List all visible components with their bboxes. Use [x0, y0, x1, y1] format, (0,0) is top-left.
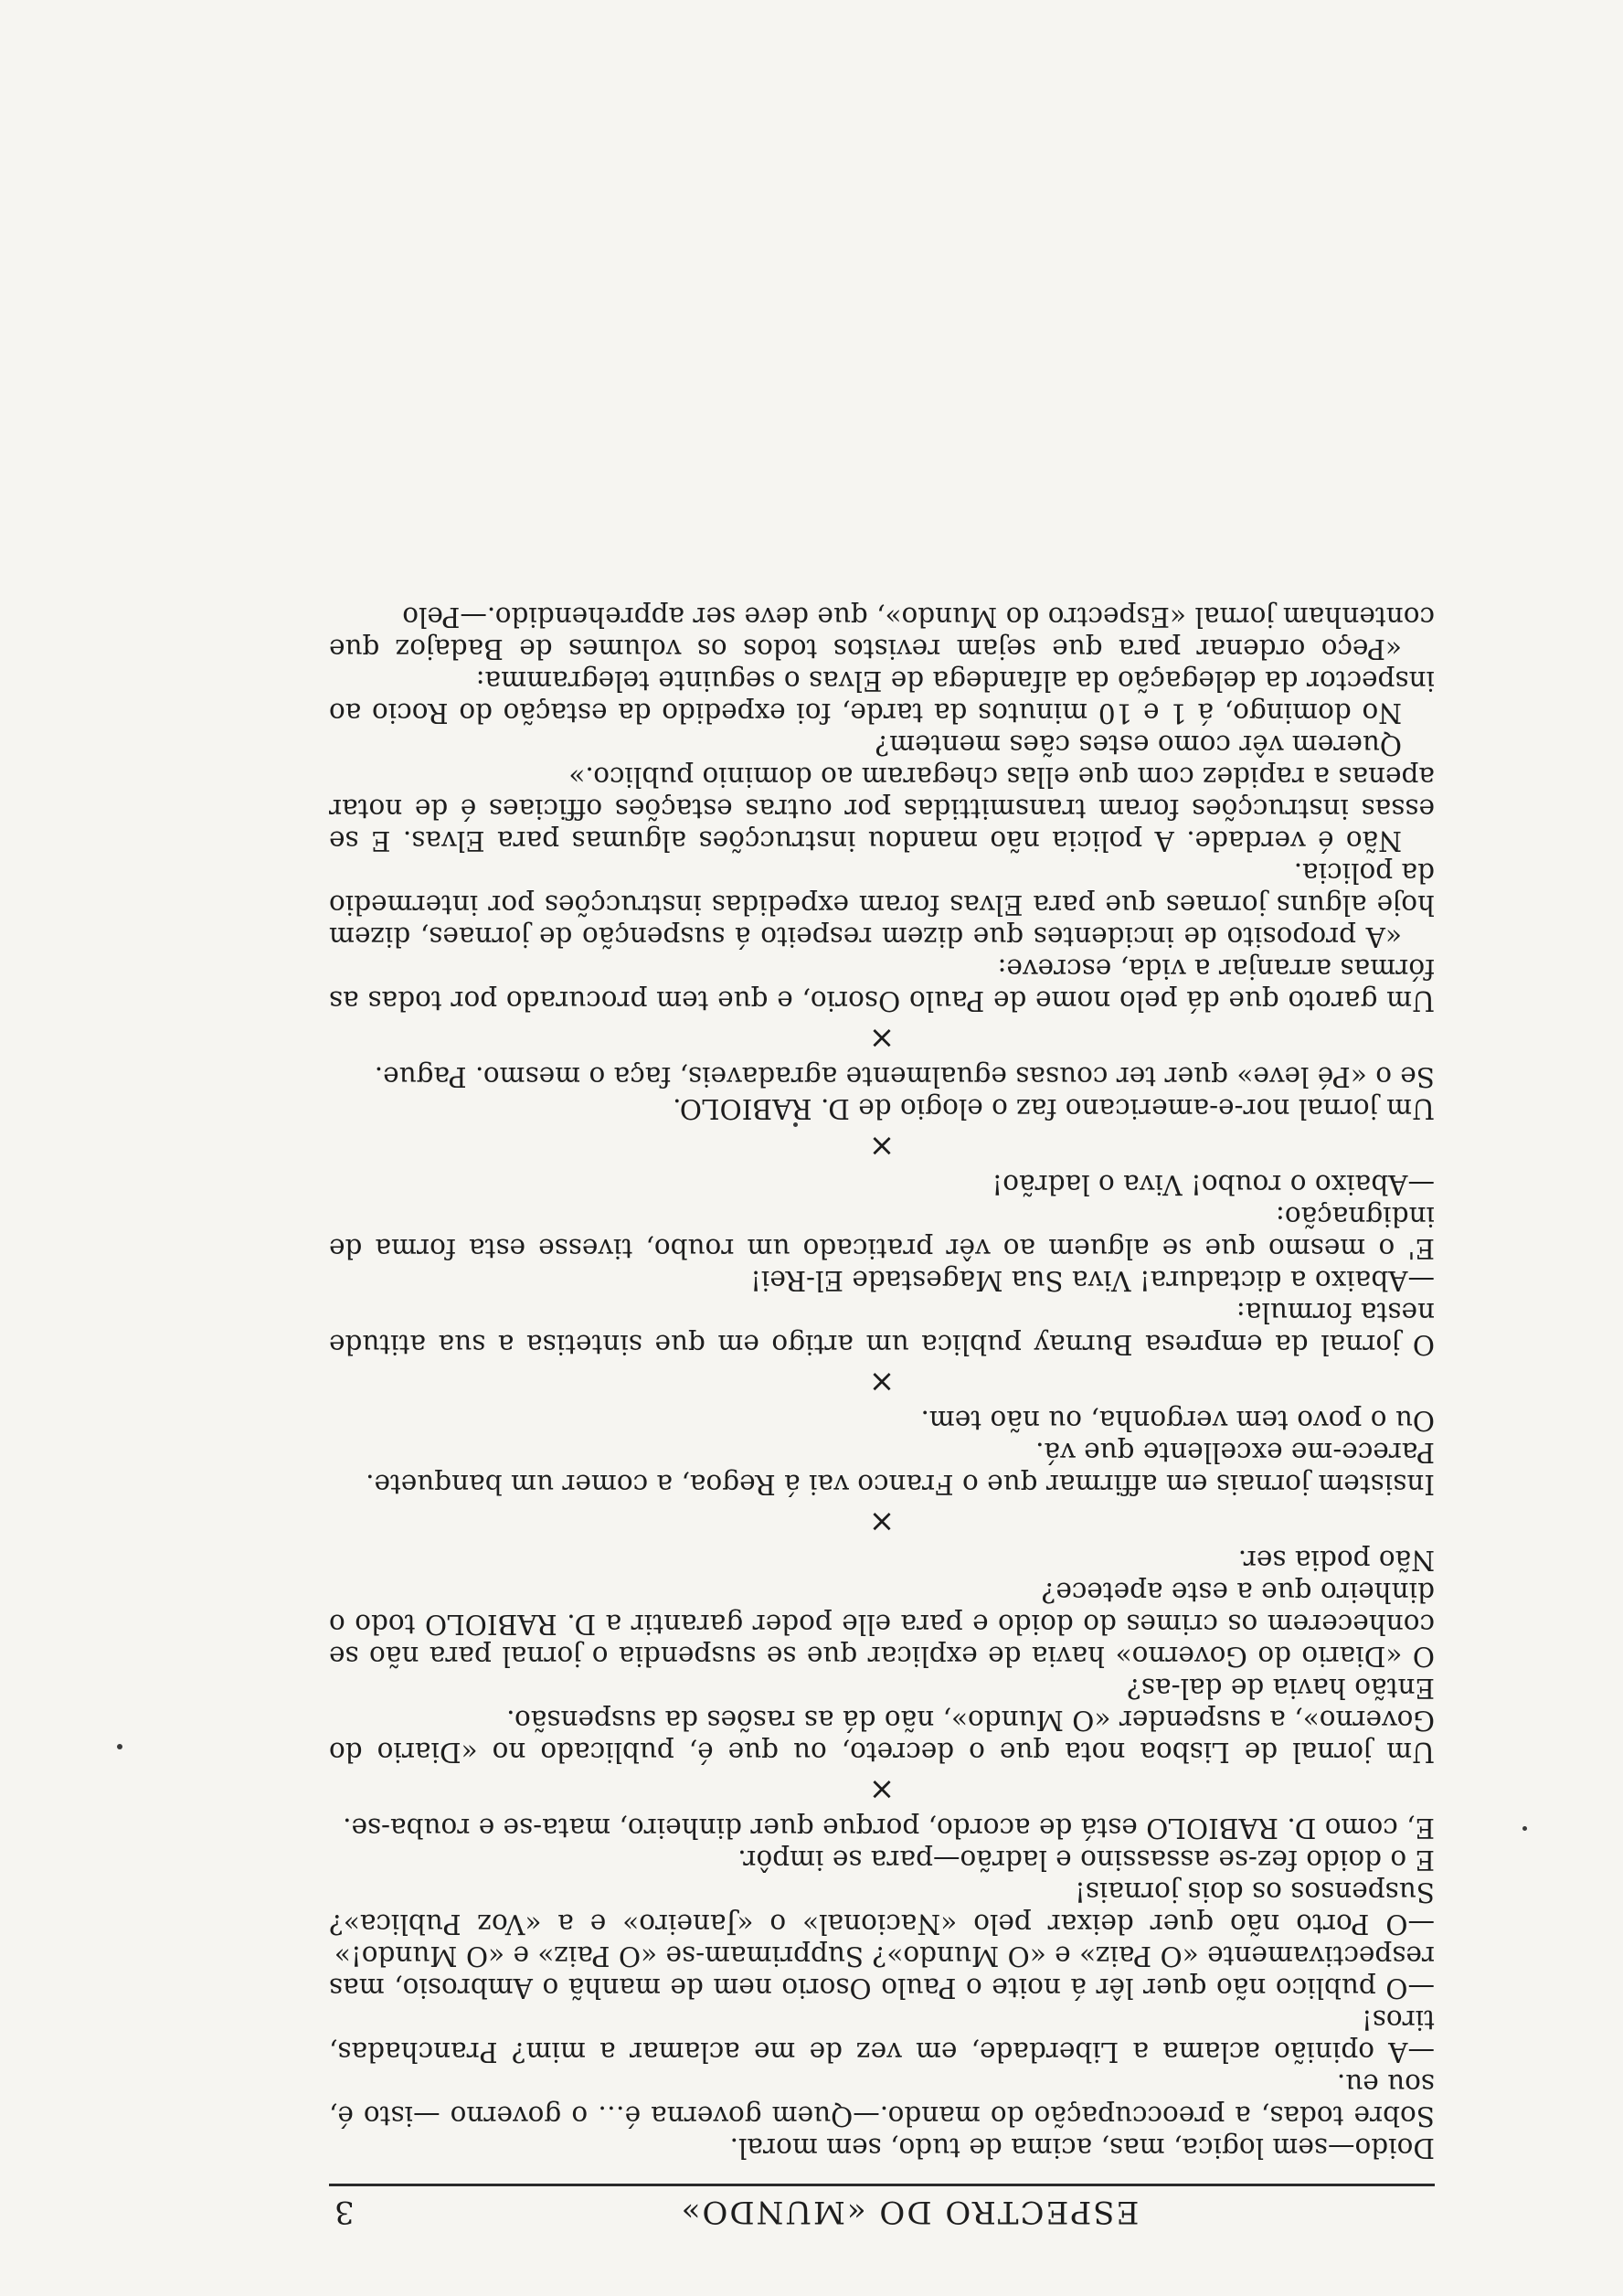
paragraph: Se o «Pé leve» quer ter cousas egualmente agradaveis, faça o mesmo. Pague.: [374, 1061, 1435, 1092]
paragraph: Um garoto que dá pelo nome de Paulo Osorio, e que tem procurado por todas as fórmas arranjar a vida, escreve:: [329, 953, 1435, 1016]
paragraph: No domingo, á 1 e 10 minutos da tarde, foi expedido da estação do Rocio ao inspector da delegação da alfandega de Elvas o seguinte telegramma:: [329, 665, 1435, 728]
page-number: 3: [333, 2194, 355, 2230]
paragraph: «Peço ordenar para que sejam revistos todos os volumes de Badajoz que contenham jornal «Espectro do Mundo», que deve ser apprehendido.—Pelo: [329, 601, 1435, 664]
paragraph: —A opinião aclama a Liberdade, em vez de me aclamar a mim? Pranchadas, tiros!: [329, 2004, 1435, 2067]
paragraph: O jornal da empresa Burnay publica um artigo em que sintetisa a sua atitude nesta formula:: [329, 1297, 1435, 1360]
section-separator: ×: [868, 1020, 896, 1057]
running-title: ESPECTRO DO «MUNDO»: [679, 2194, 1140, 2230]
section-separator: ×: [868, 1364, 896, 1400]
paragraph: —Abaixo a dictadura! Viva Sua Magestade El-Rei!: [750, 1265, 1435, 1296]
paragraph: Não podia ser.: [1237, 1545, 1435, 1576]
article-body: [329, 601, 1435, 2163]
ink-speck: [1522, 1826, 1527, 1831]
paragraph: Então havia de dal-as?: [1127, 1673, 1435, 1704]
paragraph: «A proposito de incidentes que dizem respeito á suspenção de jornaes, dizem hoje alguns jornaes que para Elvas foram expedidas instrucções por intermedio da policia.: [329, 857, 1435, 952]
paragraph: —O publico não quer lêr á noite o Paulo Osorio nem de manhã o Ambrosio, mas respectivamente «O Paiz» e «O Mundo»? Supprimam-se «O Paiz» e «O Mundo!»: [329, 1940, 1435, 2004]
paragraph: Ou o povo tem vergonha, ou não tem.: [920, 1405, 1435, 1436]
page-content-rotated: [329, 494, 1435, 2230]
paragraph: —Abaixo o roubo! Viva o ladrão!: [992, 1169, 1435, 1200]
paragraph: Sobre todas, a preoccupação do mando.—Quem governa é… o governo —isto é, sou eu.: [329, 2068, 1435, 2131]
ink-speck: [117, 1744, 122, 1749]
paragraph: O «Diario do Governo» havia de explicar que se suspendia o jornal para não se conhecerem os crimes do doido e para elle poder garantir a D. RABIOLO todo o dinheiro que a este apetece?: [329, 1577, 1435, 1672]
section-separator: ×: [868, 1128, 896, 1164]
paragraph: E' o mesmo que se alguem ao vêr praticado um roubo, tivesse esta forma de indignação:: [329, 1201, 1435, 1264]
paragraph: E o doido fez-se assassino e ladrão—para se impôr.: [737, 1844, 1435, 1876]
section-separator: ×: [868, 1771, 896, 1808]
paragraph: Querem vêr como estes cães mentem?: [875, 729, 1402, 760]
paragraph: Parece-me excellente que vá.: [1035, 1437, 1435, 1468]
paragraph: E, como D. RABIOLO está de acordo, porque quer dinheiro, mata-se e rouba-se.: [343, 1812, 1435, 1844]
paragraph: Doido—sem logica, mas, acima de tudo, sem moral.: [729, 2132, 1435, 2163]
paragraph: Insistem jornais em affirmar que o Franco vai á Regoa, a comer um banquete.: [366, 1469, 1435, 1500]
paragraph: Um jornal nor-e-americano faz o elogio de D. RABIOLO.: [673, 1093, 1435, 1124]
paragraph: Não é verdade. A policia não mandou instrucções algumas para Elvas. E se essas instrucções foram transmittidas por outras estações officiaes é de notar apenas a rapidez com que ellas chegaram ao dominio publico.»: [329, 761, 1435, 856]
page-header: [329, 2184, 1435, 2230]
paragraph: Um jornal de Lisboa nota que o decreto, ou que é, publicado no «Diario do Governo», a suspender «O Mundo», não dá as rasões da suspensão.: [329, 1705, 1435, 1768]
paragraph: —O Porto não quer deixar pelo «Nacional» o «Janeiro» e a «Voz Publica»? Suspensos os dois jornais!: [329, 1876, 1435, 1940]
section-separator: ×: [868, 1504, 896, 1540]
